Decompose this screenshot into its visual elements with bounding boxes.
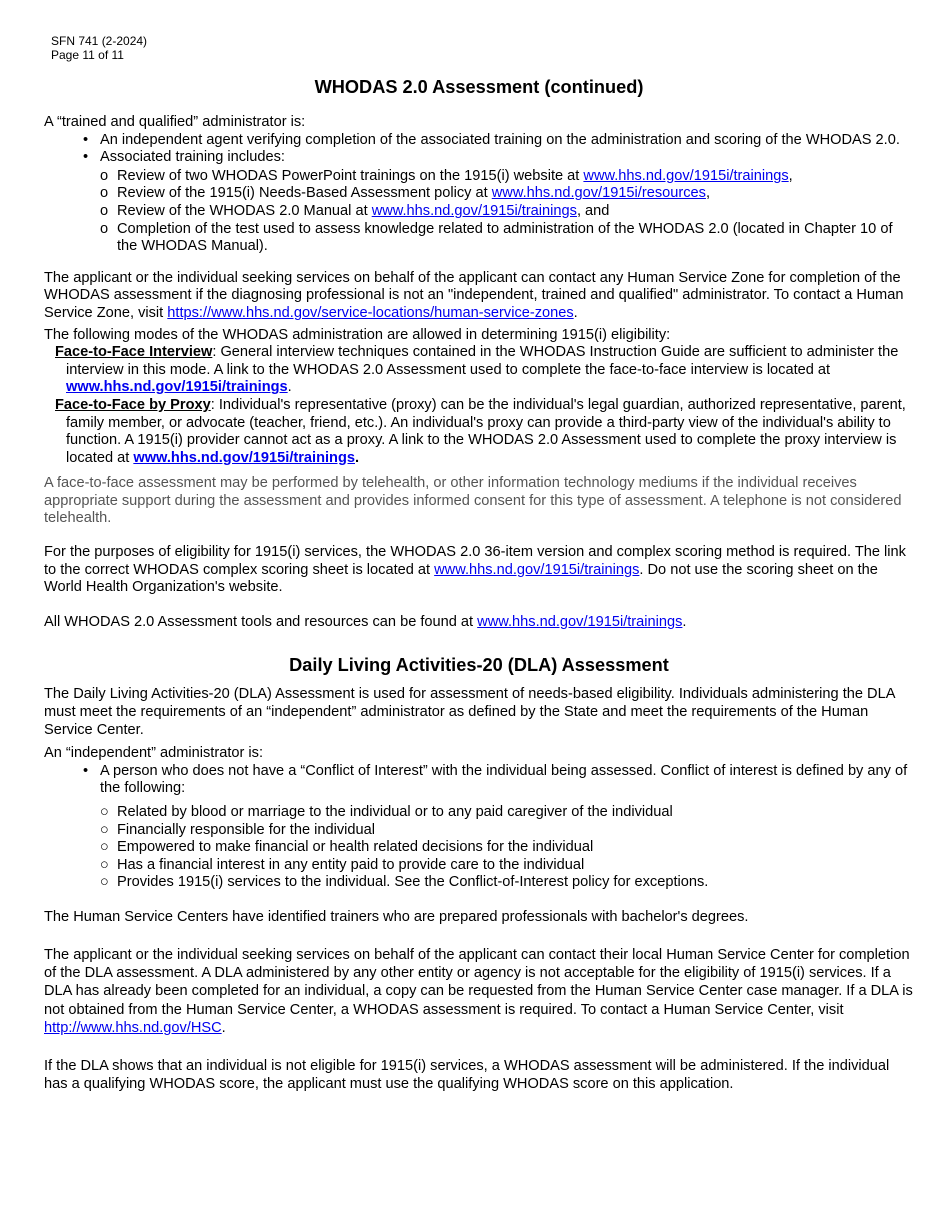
face-to-face-by-proxy [44,397,914,467]
proxy-link[interactable]: www.hhs.nd.gov/1915i/trainings [133,449,355,466]
whodas-bullet-2-text: Associated training includes: [100,149,285,166]
hsc-end: . [221,1020,226,1037]
tools-link[interactable]: www.hhs.nd.gov/1915i/trainings [477,613,683,630]
whodas-bullet-1-text: An independent agent verifying completion of the associated training on the administration and scoring of the WHODAS 2.0. [100,131,900,148]
sub-marker: o [100,202,109,219]
proxy-end: . [355,449,360,466]
sub-marker: o [100,185,109,202]
dla-bullet-1-text: A person who does not have a “Conflict of Interest” with the individual being assessed. Conflict of interest is defined by any of the following: [100,762,908,797]
dla-bullet-1 [44,763,914,798]
training-item-1-end: , [788,167,793,184]
telehealth-note: A face-to-face assessment may be performed by telehealth, or other information technology mediums if the individual receives appropriate support during the assessment and provides informed consent for this type of assessment. A telephone is not considered telehealth. [44,475,902,527]
training-item-2 [44,185,914,203]
conflict-list [44,804,914,892]
training-link-3[interactable]: www.hhs.nd.gov/1915i/trainings [371,202,577,219]
circle-marker: ○ [100,839,109,856]
conflict-item-text: Financially responsible for the individual [117,821,375,838]
proxy-text: : Individual's representative (proxy) can be the individual's legal guardian, authorized representative, parent, family member, or advocate (teacher, friend, etc.). An individual's proxy can provide a third-party view of the individual's ability to function. A 1915(i) provider cannot act as a proxy. A link to the WHODAS 2.0 Assessment used to complete the proxy interview is located at [66,396,906,466]
conflict-item [44,804,914,822]
conflict-item-text: Empowered to make financial or health related decisions for the individual [117,839,594,856]
training-item-2-text: Review of the 1915(i) Needs-Based Assessment policy at [117,185,492,202]
conflict-item-text: Provides 1915(i) services to the individual. See the Conflict-of-Interest policy for exceptions. [117,874,709,891]
tools-end: . [682,613,687,630]
circle-marker: ○ [100,874,109,891]
face-to-face-link[interactable]: www.hhs.nd.gov/1915i/trainings [66,379,288,396]
bullet-marker: • [83,762,89,779]
dla-admin-intro: An “independent” administrator is: [44,745,264,762]
dla-intro: The Daily Living Activities-20 (DLA) Assessment is used for assessment of needs-based eligibility. Individuals administering the DLA must meet the requirements of an “independent” administrator as defined by the State and meet the requirements of the Human Service Center. [44,686,895,738]
whodas-bullet-2 [44,149,914,167]
scoring-paragraph [44,544,914,597]
face-to-face-text: : General interview techniques contained in the WHODAS Instruction Guide are sufficient to administer the interview in this mode. A link to the WHODAS 2.0 Assessment used to complete the face-to-face interview is located at [66,344,899,378]
training-item-3 [44,203,914,221]
bullet-marker: • [83,149,89,166]
page-number: Page 11 of 11 [51,47,124,62]
tools-text: All WHODAS 2.0 Assessment tools and resources can be found at [44,613,478,630]
scoring-end: . Do not use the scoring sheet on the World Health Organization's website. [44,561,878,596]
circle-marker: ○ [100,856,109,873]
training-link-2[interactable]: www.hhs.nd.gov/1915i/resources [491,185,706,202]
modes-intro: The following modes of the WHODAS administration are allowed in determining 1915(i) eligibility: [44,326,671,343]
training-item-4-text: Completion of the test used to assess knowledge related to administration of the WHODAS 2.0 (located in Chapter 10 of the WHODAS Manual). [117,220,893,255]
trainers-paragraph: The Human Service Centers have identified trainers who are prepared professionals with bachelor's degrees. [44,908,749,925]
whodas-admin-intro: A “trained and qualified” administrator is: [44,114,306,130]
form-id: SFN 741 (2-2024) [51,34,148,48]
face-to-face-end: . [287,379,292,396]
zone-paragraph-text: The applicant or the individual seeking services on behalf of the applicant can contact any Human Service Zone for completion of the WHODAS assessment if the diagnosing professional is not an "independent, trained and qualified" administrator. To contact a Human Service Zone, visit [44,269,904,321]
circle-marker: ○ [100,821,109,838]
content [44,76,914,1093]
final-paragraph: If the DLA shows that an individual is not eligible for 1915(i) services, a WHODAS assessment will be administered. If the individual has a qualifying WHODAS score, the applicant must use the qualifying WHODAS score on this application. [44,1057,890,1092]
training-item-1-text: Review of two WHODAS PowerPoint trainings on the 1915(i) website at [117,167,584,184]
conflict-item-text: Related by blood or marriage to the individual or to any paid caregiver of the individual [117,804,673,820]
dla-title: Daily Living Activities-20 (DLA) Assessment [289,655,669,676]
human-service-zones-link[interactable]: https://www.hhs.nd.gov/service-locations/human-service-zones [167,304,574,321]
tools-paragraph [44,614,914,632]
zone-paragraph [44,270,914,323]
training-link-1[interactable]: www.hhs.nd.gov/1915i/trainings [583,167,789,184]
training-item-2-end: , [705,185,710,202]
bullet-marker: • [83,131,89,148]
sub-marker: o [100,220,109,237]
training-item-3-end: , and [576,202,610,219]
whodas-title: WHODAS 2.0 Assessment (continued) [314,77,644,97]
training-item-4 [44,221,914,256]
circle-marker: ○ [100,804,109,820]
sub-marker: o [100,167,109,184]
zone-paragraph-end: . [573,304,578,321]
scoring-text: For the purposes of eligibility for 1915(i) services, the WHODAS 2.0 36-item version and complex scoring method is required. The link to the correct WHODAS complex scoring sheet is located at [44,544,906,578]
hsc-text: The applicant or the individual seeking services on behalf of the applicant can contact their local Human Service Center for completion of the DLA assessment. A DLA administered by any other entity or agency is not acceptable for the eligibility of 1915(i) services. If a DLA has already been completed for an individual, a copy can be requested from the Human Service Center case manager. If a DLA is not obtained from the Human Service Center, a WHODAS assessment is required. To contact a Human Service Center, visit [44,946,913,1018]
conflict-item [44,822,914,840]
proxy-term: Face-to-Face by Proxy [55,396,211,413]
hsc-paragraph [44,946,914,1038]
face-to-face-term: Face-to-Face Interview [55,344,213,361]
conflict-item [44,839,914,857]
face-to-face-interview [44,344,914,397]
whodas-bullet-1 [44,132,914,150]
training-item-1 [44,168,914,186]
form-header [51,35,147,62]
conflict-item-text: Has a financial interest in any entity paid to provide care to the individual [117,856,585,873]
training-item-3-text: Review of the WHODAS 2.0 Manual at [117,202,372,219]
scoring-link[interactable]: www.hhs.nd.gov/1915i/trainings [434,561,640,578]
conflict-item [44,874,914,892]
hsc-link[interactable]: http://www.hhs.nd.gov/HSC [44,1020,222,1037]
conflict-item [44,857,914,875]
